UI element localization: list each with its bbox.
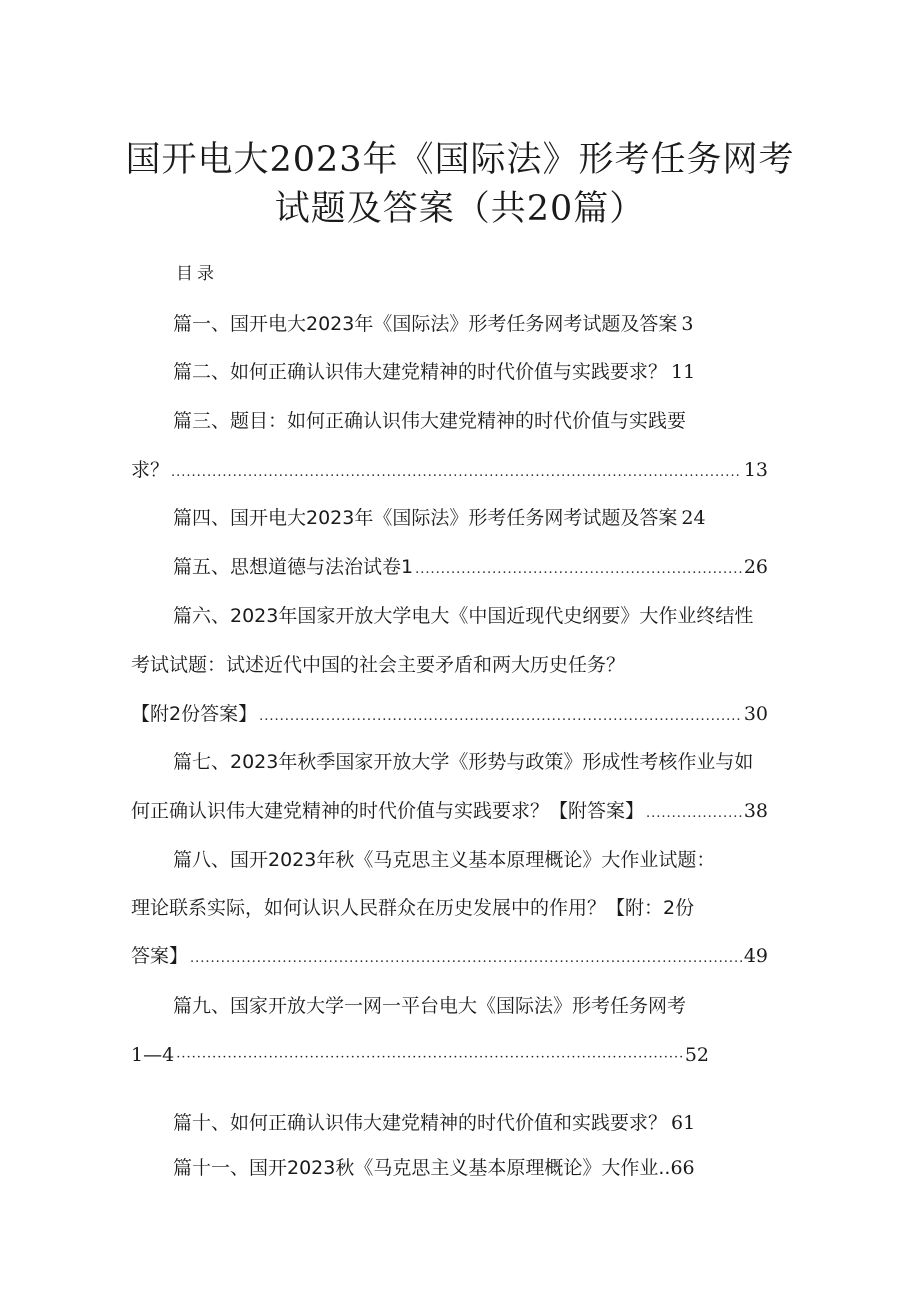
toc-entry-page: 52 — [684, 1044, 709, 1066]
toc-entry-text: 篇七、2023年秋季国家开放大学《形势与政策》形成性考核作业与如 — [173, 751, 754, 773]
toc-leader-dots — [259, 703, 742, 731]
toc-entry-text: 篇三、题目：如何正确认识伟大建党精神的时代价值与实践要 — [173, 410, 687, 432]
toc-leader-dots — [176, 1044, 683, 1072]
toc-entry-text-continued: 答案】 — [131, 945, 189, 967]
toc-entry-9-continuation[interactable] — [131, 1041, 709, 1072]
toc-entry-text: 篇八、国开2023年秋《马克思主义基本原理概论》大作业试题： — [173, 849, 716, 871]
toc-entry-text-continued: 何正确认识伟大建党精神的时代价值与实践要求？【附答案】 — [131, 800, 645, 822]
toc-entry-2[interactable] — [173, 358, 695, 386]
toc-entry-8-continuation-1[interactable] — [131, 894, 694, 922]
toc-leader-dots — [171, 459, 742, 487]
toc-entry-6-continuation-2[interactable] — [131, 700, 768, 731]
toc-entry-10[interactable] — [173, 1109, 695, 1137]
toc-entry-text-continued: 【附2份答案】 — [131, 703, 258, 725]
toc-leader-dots — [190, 945, 742, 973]
toc-entry-8-continuation-2[interactable] — [131, 942, 768, 973]
toc-entry-6[interactable] — [173, 602, 753, 630]
toc-leader-dots — [415, 556, 742, 584]
toc-entry-4[interactable] — [173, 504, 706, 532]
toc-entry-text: 篇四、国开电大2023年《国际法》形考任务网考试题及答案 — [173, 507, 678, 529]
toc-entry-page: 38 — [743, 800, 768, 822]
toc-leader-dots — [646, 800, 742, 828]
toc-heading: 目录 — [176, 264, 218, 284]
toc-entry-11[interactable] — [173, 1154, 695, 1182]
toc-entry-text: 篇五、思想道德与法治试卷1 — [173, 556, 414, 578]
toc-entry-5[interactable] — [173, 553, 768, 584]
toc-entry-7-continuation[interactable] — [131, 797, 768, 828]
document-title-line-1: 国开电大2023年《国际法》形考任务网考 — [125, 140, 795, 180]
toc-entry-page: 61 — [671, 1112, 696, 1134]
toc-entry-text: 篇二、如何正确认识伟大建党精神的时代价值与实践要求？ — [173, 361, 668, 383]
toc-entry-text: 篇九、国家开放大学一网一平台电大《国际法》形考任务网考 — [173, 995, 687, 1017]
toc-entry-1[interactable] — [173, 310, 693, 338]
toc-entry-text: 篇六、2023年国家开放大学电大《中国近现代史纲要》大作业终结性 — [173, 605, 754, 627]
toc-entry-text-continued: 考试试题：试述近代中国的社会主要矛盾和两大历史任务？ — [131, 654, 626, 676]
toc-entry-7[interactable] — [173, 748, 753, 776]
toc-entry-3-continuation[interactable] — [131, 456, 768, 487]
toc-entry-text: 篇一、国开电大2023年《国际法》形考任务网考试题及答案 — [173, 313, 678, 335]
toc-entry-page: 66 — [670, 1157, 695, 1179]
toc-entry-6-continuation-1[interactable] — [131, 651, 625, 679]
toc-entry-text-continued: 1—4 — [131, 1044, 175, 1066]
toc-entry-page: 13 — [743, 459, 768, 481]
toc-entry-text: 篇十一、国开2023秋《马克思主义基本原理概论》大作业.. — [173, 1157, 671, 1179]
toc-entry-8[interactable] — [173, 846, 715, 874]
document-title-line-2: 试题及答案（共20篇） — [274, 189, 646, 229]
toc-entry-page: 26 — [743, 556, 768, 578]
toc-entry-text: 篇十、如何正确认识伟大建党精神的时代价值和实践要求？ — [173, 1112, 668, 1134]
toc-entry-9[interactable] — [173, 992, 686, 1020]
toc-entry-text-continued: 理论联系实际，如何认识人民群众在历史发展中的作用？【附：2份 — [131, 897, 695, 919]
toc-entry-page: 49 — [743, 945, 768, 967]
toc-entry-page: 3 — [681, 313, 694, 335]
toc-entry-page: 11 — [671, 361, 696, 383]
toc-entry-page: 30 — [743, 703, 768, 725]
toc-entry-3[interactable] — [173, 407, 686, 435]
toc-entry-page: 24 — [681, 507, 706, 529]
toc-entry-text-continued: 求？ — [131, 459, 170, 481]
